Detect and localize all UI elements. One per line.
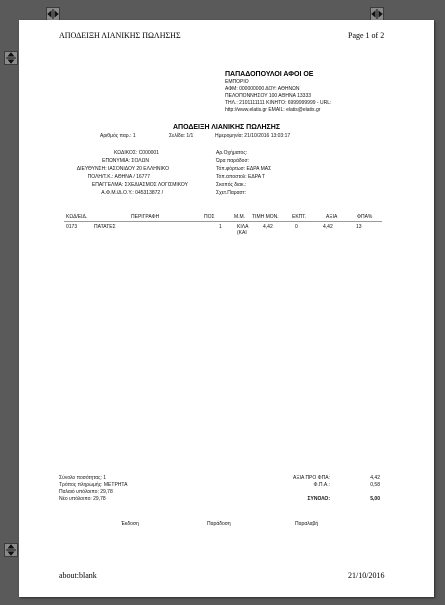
customer-profession: ΕΠΑΓΓΕΛΜΑ: ΣΧΕΔΙΑΣΜΟΣ ΛΟΓΙΣΜΙΚΟΥ: [91, 182, 188, 188]
signature-receipt: Παραλαβή: [295, 521, 319, 527]
document-title: ΑΠΟΔΕΙΞΗ ΛΙΑΝΙΚΗΣ ΠΩΛΗΣΗΣ: [172, 124, 281, 131]
row-unit: ΚΙΛΑ (ΚΑΙ: [237, 224, 249, 236]
col-header-value: ΑΞΙΑ: [326, 214, 338, 220]
col-header-price: ΤΙΜΗ ΜΟΝ.: [252, 214, 279, 220]
company-tax: ΑΦΜ: 000000000 ΔΟΥ: ΑΘΗΝΩΝ: [225, 86, 300, 92]
document-number: Αριθμός παρ.: 1: [100, 133, 136, 139]
col-header-code: ΚΩΔ/ΕΙΔ.: [66, 214, 88, 220]
company-phones: ΤΗΛ.: 2101111111 ΚΙΝΗΤΟ: 6999999999 - URL:: [225, 100, 332, 106]
company-address: ΠΕΛΟΠΟΝΝΗΣΟΥ 100 ΑΘΗΝΑ 13333: [225, 93, 312, 99]
shipping-loading: Τόπ.φόρτωσ: ΕΔΡΑ ΜΑΣ: [216, 166, 272, 172]
bottom-margin-handle[interactable]: [4, 543, 18, 557]
summary-total-value: 5,00: [370, 496, 380, 502]
col-header-discount: ΕΚΠΤ.: [292, 214, 307, 220]
customer-tax: Α.Φ.Μ./Δ.Ο.Υ.: 045313872 /: [101, 190, 163, 196]
summary-total-label: ΣΥΝΟΛΟ:: [307, 496, 330, 502]
summary-net-value: 4,42: [370, 475, 380, 481]
row-discount: 0: [295, 224, 298, 230]
shipping-related: Σχετ.Παραστ:: [216, 190, 246, 196]
customer-address: ΔΙΕΥΘΥΝΣΗ: ΙΑΣΟΝΙΔΟΥ 20 ΕΛΛΗΝΙΚΟ: [76, 166, 169, 172]
row-code: 0173: [66, 224, 78, 230]
summary-vat-value: 0,58: [370, 482, 380, 488]
col-header-vat: ΦΠΑ%: [357, 214, 373, 220]
left-margin-handle[interactable]: [46, 7, 60, 21]
document-date: Ημερομηνία: 21/10/2016 13:03:17: [215, 133, 291, 139]
page-number: Page 1 of 2: [348, 31, 385, 40]
row-qty: 1: [219, 224, 222, 230]
summary-qty-total: Σύνολο ποσότητας: 1: [59, 475, 107, 481]
signature-issue: Έκδοση: [121, 521, 139, 527]
row-description: ΠΑΤΑΤΕΣ: [94, 224, 116, 230]
customer-city: ΠΟΛΗ/Τ.Κ.: ΑΘΗΝΑ / 16777: [87, 174, 150, 180]
company-name: ΠΑΠΑΔΟΠΟΥΛΟΙ ΑΦΟΙ ΟΕ: [225, 71, 314, 78]
top-margin-handle[interactable]: [4, 51, 18, 65]
document-page: Σελίδα: 1/1: [169, 133, 194, 139]
customer-code: ΚΩΔΙΚΟΣ: C000001: [113, 150, 159, 156]
summary-old-balance: Παλαιό υπόλοιπο: 29,78: [59, 489, 113, 495]
page-footer-url: about:blank: [59, 571, 97, 580]
row-value: 4,42: [323, 224, 333, 230]
table-header-rule: [64, 221, 382, 222]
company-web: http://www.elatis.gr EMAIL: elatis@elatis.gr: [225, 107, 321, 113]
company-activity: ΕΜΠΟΡΙΟ: [225, 79, 249, 85]
page-header-title: ΑΠΟΔΕΙΞΗ ΛΙΑΝΙΚΗΣ ΠΩΛΗΣΗΣ: [59, 31, 181, 40]
summary-vat-label: Φ.Π.Α.:: [313, 482, 330, 488]
shipping-purpose: Σκοπός διακ.:: [216, 182, 247, 188]
row-price: 4,42: [263, 224, 273, 230]
summary-payment: Τρόπος πληρωμής: ΜΕΤΡΗΤΑ: [59, 482, 128, 488]
customer-name: ΕΠΩΝΥΜΙΑ: ΣΟΛΩΝ: [102, 158, 149, 164]
right-margin-handle[interactable]: [370, 7, 384, 21]
col-header-description: ΠΕΡΙΓΡΑΦΗ: [131, 214, 160, 220]
shipping-time: Ώρα παράδοσ:: [216, 158, 249, 164]
col-header-unit: Μ.Μ.: [234, 214, 246, 220]
summary-net-label: ΑΞΙΑ ΠΡΟ ΦΠΑ:: [293, 475, 330, 481]
col-header-qty: ΠΟΣ: [204, 214, 215, 220]
signature-delivery: Παράδοση: [207, 521, 231, 527]
shipping-unloading: Τόπ.αποστολ: ΕΔΡΑ Τ: [216, 174, 266, 180]
shipping-vehicle: Αρ.Οχήματος:: [216, 150, 248, 156]
summary-new-balance: Νέο υπόλοιπο: 29,78: [59, 496, 106, 502]
print-page: [19, 20, 434, 597]
page-footer-date: 21/10/2016: [348, 571, 385, 580]
row-vat: 13: [356, 224, 362, 230]
